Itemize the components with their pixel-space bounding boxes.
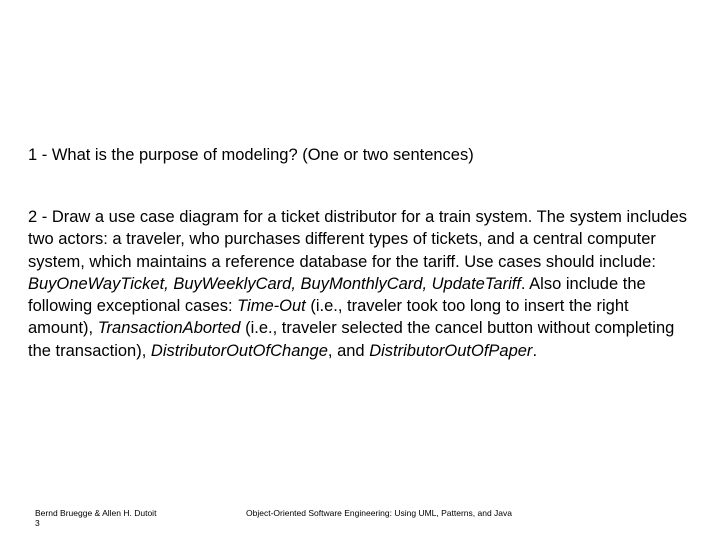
question-2: [28, 206, 693, 362]
use-case-list: BuyOneWayTicket, BuyWeeklyCard, BuyMonthlyCard, UpdateTariff: [28, 274, 521, 293]
question-2-exceptional-intro: . Also include the following exceptional cases:: [28, 274, 646, 316]
question-2-period: .: [532, 341, 538, 360]
exception-out-of-change: DistributorOutOfChange: [150, 341, 328, 360]
footer-book-title: Object-Oriented Software Engineering: Using UML, Patterns, and Java: [246, 508, 512, 518]
footer-authors: Bernd Bruegge & Allen H. Dutoit: [35, 508, 157, 518]
question-1-text: 1 - What is the purpose of modeling? (One or two sentences): [28, 146, 474, 164]
page-number: 3: [35, 518, 40, 528]
footer-authors-block: [35, 508, 156, 528]
question-1: [28, 144, 698, 166]
exception-out-of-paper: DistributorOutOfPaper: [369, 341, 533, 360]
exception-transaction-aborted: TransactionAborted: [97, 319, 241, 338]
question-2-intro: 2 - Draw a use case diagram for a ticket distributor for a train system. The system includes two actors: a traveler, who purchases different types of tickets, and a central computer system, which maintains a reference database for the tariff. Use cases should include:: [28, 208, 688, 271]
question-2-time-out-explanation: (i.e., traveler took too long to insert the right amount),: [28, 297, 629, 338]
question-2-aborted-explanation: (i.e., traveler selected the cancel button without completing the transaction),: [28, 319, 675, 360]
question-2-conjunction: , and: [327, 341, 370, 360]
exception-time-out: Time-Out: [237, 297, 306, 316]
